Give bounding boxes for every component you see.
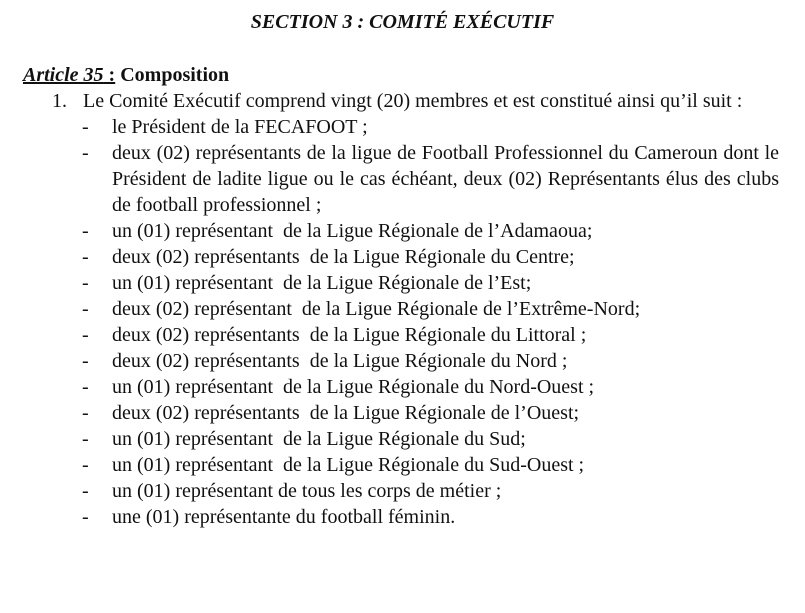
list-item-text: un (01) représentant de la Ligue Régionale de l’Adamaoua;: [112, 220, 593, 242]
list-item-text: un (01) représentant de tous les corps de métier ;: [112, 480, 502, 502]
list-item: [52, 270, 779, 296]
list-item: [52, 426, 779, 452]
list-item-text: deux (02) représentants de la ligue de Football Professionnel du Cameroun dont le Président de ladite ligue ou le cas échéant, deux (02) Représentants élus des clubs de football professionnel ;: [112, 142, 784, 216]
list-item: [52, 478, 779, 504]
list-item-text: deux (02) représentants de la Ligue Régionale du Littoral ;: [112, 324, 587, 346]
list-item: [52, 114, 779, 140]
dash-marker: -: [82, 350, 89, 372]
dash-marker: -: [82, 246, 89, 268]
list-item-text: un (01) représentant de la Ligue Régionale du Sud-Ouest ;: [112, 454, 585, 476]
list-item: [52, 374, 779, 400]
list-item-text: un (01) représentant de la Ligue Régionale du Sud;: [112, 428, 526, 450]
dash-marker: -: [82, 298, 89, 320]
article-heading: [23, 62, 229, 88]
item-intro: Le Comité Exécutif comprend vingt (20) membres et est constitué ainsi qu’il suit :: [83, 90, 743, 112]
dash-marker: -: [82, 376, 89, 398]
list-item: [52, 348, 779, 374]
list-item: [52, 504, 779, 530]
list-item: [52, 452, 779, 478]
composition-list: [52, 114, 784, 530]
list-item-text: deux (02) représentants de la Ligue Régionale du Nord ;: [112, 350, 568, 372]
list-item: [52, 218, 779, 244]
list-item: [52, 140, 784, 218]
article-separator: :: [103, 64, 116, 86]
dash-marker: -: [82, 454, 89, 476]
list-item: [52, 296, 779, 322]
list-item: [52, 322, 779, 348]
dash-marker: -: [82, 272, 89, 294]
list-item-text: le Président de la FECAFOOT ;: [112, 116, 368, 138]
dash-marker: -: [82, 324, 89, 346]
list-item-text: un (01) représentant de la Ligue Régionale du Nord-Ouest ;: [112, 376, 595, 398]
list-item: [52, 244, 779, 270]
dash-marker: -: [82, 220, 89, 242]
list-item-text: deux (02) représentant de la Ligue Régionale de l’Extrême-Nord;: [112, 298, 641, 320]
dash-marker: -: [82, 402, 89, 424]
dash-marker: -: [82, 428, 89, 450]
item-number: 1.: [52, 90, 67, 112]
numbered-item: [52, 88, 784, 530]
list-item-text: deux (02) représentants de la Ligue Régionale du Centre;: [112, 246, 575, 268]
list-item-text: un (01) représentant de la Ligue Régionale de l’Est;: [112, 272, 532, 294]
dash-marker: -: [82, 506, 89, 528]
list-item: [52, 400, 779, 426]
list-item-text: deux (02) représentants de la Ligue Régionale de l’Ouest;: [112, 402, 580, 424]
section-title: SECTION 3 : COMITÉ EXÉCUTIF: [250, 11, 555, 33]
article-number: Article 35: [23, 64, 104, 86]
article-title: Composition: [115, 64, 230, 86]
dash-marker: -: [82, 480, 89, 502]
list-item-text: une (01) représentante du football féminin.: [112, 506, 456, 528]
dash-marker: -: [82, 142, 89, 164]
dash-marker: -: [82, 116, 89, 138]
